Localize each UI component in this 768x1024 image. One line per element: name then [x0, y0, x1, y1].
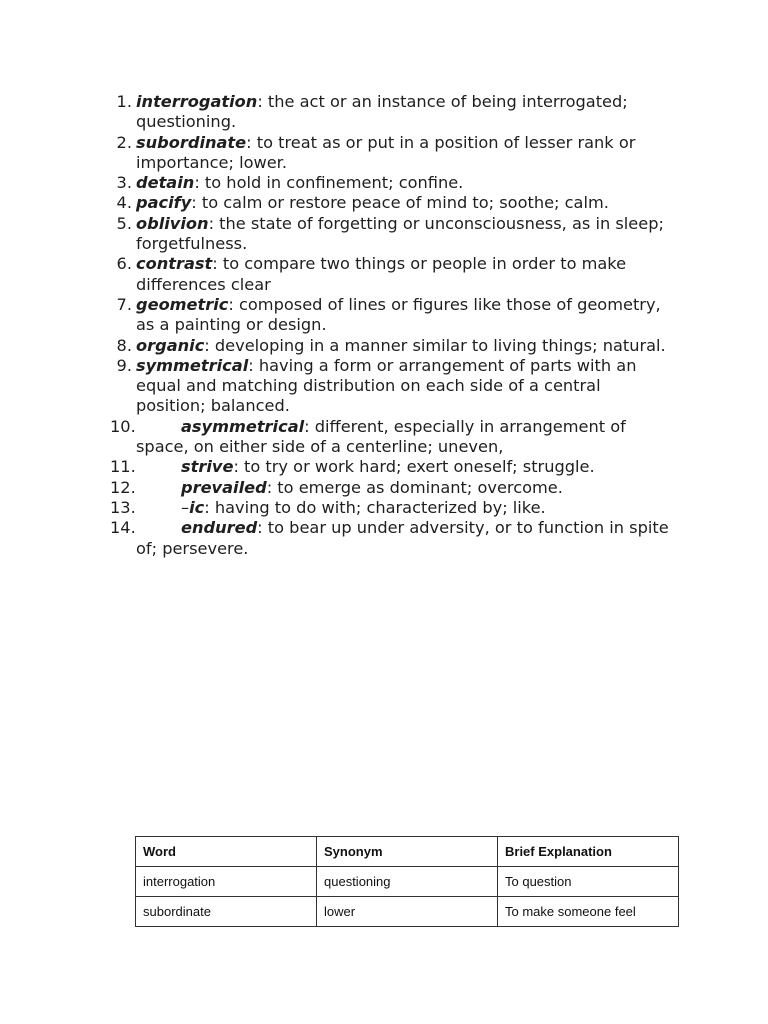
definition-text: : to compare two things or people in order to make differences clear: [136, 254, 627, 294]
definition-text: : having to do with; characterized by; like.: [204, 497, 546, 517]
definition-term: subordinate: [136, 132, 247, 152]
term-prefix: –: [181, 497, 190, 517]
cell-synonym: questioning: [317, 867, 498, 897]
definition-term: symmetrical: [136, 355, 249, 375]
definition-term: strive: [181, 457, 234, 477]
item-number: 8.: [116, 335, 132, 355]
definition-text: : different, especially in arrangement of space, on either side of a centerline; uneven,: [136, 416, 626, 457]
definition-term: interrogation: [136, 92, 258, 111]
item-number: 3.: [116, 173, 132, 193]
item-number: 7.: [116, 294, 132, 314]
item-number: 13.: [110, 497, 136, 517]
cell-explanation: To question: [498, 867, 679, 897]
item-number: 6.: [116, 254, 132, 274]
definition-text: : to hold in confinement; confine.: [194, 173, 464, 193]
cell-explanation: To make someone feel: [498, 897, 679, 927]
definition-item: [110, 356, 670, 417]
definition-item: [110, 193, 670, 213]
definition-text: : having a form or arrangement of parts with an equal and matching distribution on each side of a central position; balanced.: [136, 355, 637, 416]
definition-item: [110, 173, 670, 193]
item-number: 9.: [116, 355, 132, 375]
definition-item: [110, 518, 670, 559]
definition-text: : the act or an instance of being interrogated; questioning.: [136, 92, 628, 132]
definition-term: ic: [189, 497, 205, 517]
definition-term: prevailed: [181, 477, 267, 497]
definition-item: [110, 254, 670, 295]
definition-text: : the state of forgetting or unconsciousness, as in sleep; forgetfulness.: [136, 213, 664, 254]
item-number: 4.: [116, 193, 132, 213]
definition-term: asymmetrical: [181, 416, 305, 436]
definition-item: [110, 214, 670, 255]
table-row: [136, 867, 679, 897]
table-header-row: [136, 837, 679, 867]
definition-term: detain: [136, 173, 195, 193]
definition-item: [110, 457, 670, 477]
definition-term: geometric: [136, 294, 229, 314]
definition-item: [110, 498, 670, 518]
definition-item: [110, 295, 670, 336]
vocabulary-table: [135, 836, 679, 927]
definition-item: [110, 417, 670, 458]
cell-synonym: lower: [317, 897, 498, 927]
definition-text: : to treat as or put in a position of lesser rank or importance; lower.: [136, 132, 636, 172]
definition-text: : composed of lines or figures like those of geometry, as a painting or design.: [136, 294, 661, 335]
definition-list: [110, 92, 670, 559]
definition-text: : to bear up under adversity, or to function in spite of; persevere.: [136, 518, 669, 558]
definition-text: : developing in a manner similar to living things; natural.: [204, 335, 666, 355]
item-number: 11.: [110, 457, 136, 477]
definition-text: : to calm or restore peace of mind to; soothe; calm.: [191, 193, 609, 213]
definition-text: : to try or work hard; exert oneself; struggle.: [233, 457, 595, 477]
definition-item: [110, 92, 670, 133]
definition-item: [110, 478, 670, 498]
definition-term: endured: [181, 518, 258, 538]
table-row: [136, 897, 679, 927]
cell-word: subordinate: [136, 897, 317, 927]
definition-term: contrast: [136, 254, 213, 274]
item-number: 1.: [116, 92, 132, 111]
definition-item: [110, 336, 670, 356]
header-word: Word: [136, 837, 317, 867]
definition-term: oblivion: [136, 213, 209, 233]
item-number: 5.: [116, 213, 132, 233]
header-synonym: Synonym: [317, 837, 498, 867]
header-brief-explanation: Brief Explanation: [498, 837, 679, 867]
item-number: 2.: [116, 132, 132, 152]
item-number: 10.: [110, 416, 136, 436]
definition-term: organic: [136, 335, 205, 355]
item-number: 14.: [110, 518, 136, 538]
definition-item: [110, 133, 670, 174]
cell-word: interrogation: [136, 867, 317, 897]
definition-text: : to emerge as dominant; overcome.: [266, 477, 563, 497]
item-number: 12.: [110, 477, 136, 497]
definition-term: pacify: [136, 193, 192, 213]
